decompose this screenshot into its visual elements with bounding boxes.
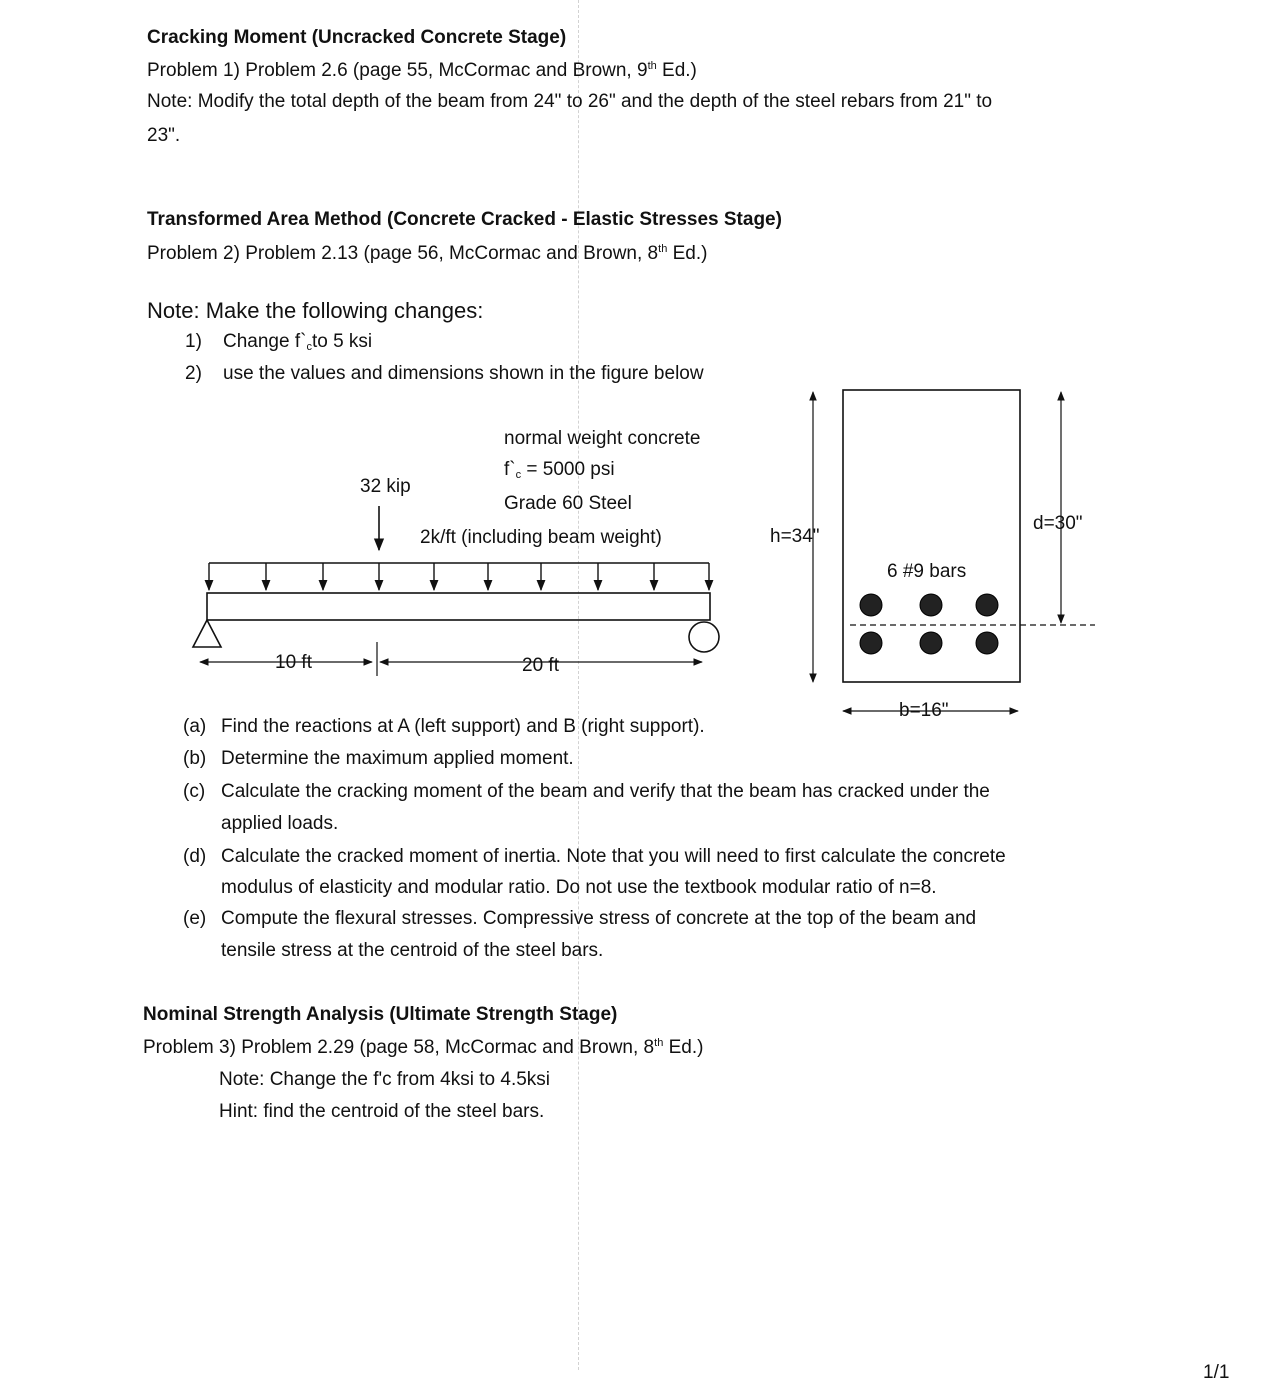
roller-support-b — [689, 622, 719, 652]
section2-problem: Problem 2) Problem 2.13 (page 56, McCormac and Brown, 8th Ed.) — [147, 243, 708, 264]
page-number: 1/1 — [1203, 1362, 1230, 1383]
pin-support-a — [193, 620, 221, 647]
section-depth-label: d=30" — [1033, 513, 1083, 534]
distributed-load-arrows — [209, 563, 709, 590]
section1-title: Cracking Moment (Uncracked Concrete Stage) — [147, 27, 567, 48]
section1-note-line1: Note: Modify the total depth of the beam from 24" to 26" and the depth of the steel rebars from 21" to — [147, 91, 993, 112]
section-height-label: h=34" — [770, 526, 820, 547]
material-fc-label: $f`_c = 5000$ psi — [504, 459, 615, 481]
question-c-line2: applied loads. — [221, 813, 339, 834]
rebar — [976, 632, 998, 654]
section3-problem: Problem 3) Problem 2.29 (page 58, McCormac and Brown, 8th Ed.) — [143, 1037, 704, 1058]
rebar-group — [860, 594, 998, 654]
rebar — [860, 594, 882, 616]
change-item-2: 2) use the values and dimensions shown in the figure below — [185, 363, 704, 384]
question-c: (c) Calculate the cracking moment of the beam and verify that the beam has cracked under the — [183, 781, 990, 802]
point-load-label: 32 kip — [360, 476, 411, 497]
section3-note: Note: Change the f'c from 4ksi to 4.5ksi — [219, 1069, 551, 1090]
question-d-line2: modulus of elasticity and modular ratio. Do not use the textbook modular ratio of n=8. — [221, 877, 937, 898]
distributed-load-label: 2k/ft (including beam weight) — [420, 527, 662, 548]
change-item-1: 1) Change $f`_cto$ 5 ksi — [185, 331, 373, 353]
question-e: (e) Compute the flexural stresses. Compressive stress of concrete at the top of the beam and — [183, 908, 977, 929]
section1-note-line2: 23". — [147, 125, 181, 146]
section3-title: Nominal Strength Analysis (Ultimate Strength Stage) — [143, 1004, 618, 1025]
section2-note-heading: Note: Make the following changes: — [147, 298, 484, 323]
dim-right-label: 20 ft — [522, 655, 559, 676]
section2-title: Transformed Area Method (Concrete Cracked - Elastic Stresses Stage) — [147, 209, 782, 230]
beam-diagram — [0, 380, 1284, 720]
rebar — [920, 594, 942, 616]
question-a: (a) Find the reactions at A (left support) and B (right support). — [183, 716, 705, 737]
rebar — [860, 632, 882, 654]
question-d: (d) Calculate the cracked moment of inertia. Note that you will need to first calculate the concrete — [183, 846, 1006, 867]
question-e-line2: tensile stress at the centroid of the steel bars. — [221, 940, 604, 961]
question-b: (b) Determine the maximum applied moment. — [183, 748, 574, 769]
rebar — [976, 594, 998, 616]
material-concrete-label: normal weight concrete — [504, 428, 701, 449]
rebar — [920, 632, 942, 654]
dim-left-label: 10 ft — [275, 652, 312, 673]
material-steel-label: Grade 60 Steel — [504, 493, 632, 514]
bars-label: 6 #9 bars — [887, 561, 967, 582]
beam — [207, 593, 710, 620]
section-width-label: b=16" — [896, 700, 952, 722]
dimension-lines — [200, 642, 702, 676]
section1-problem: Problem 1) Problem 2.6 (page 55, McCormac and Brown, 9th Ed.) — [147, 60, 697, 81]
section3-hint: Hint: find the centroid of the steel bars. — [219, 1101, 545, 1122]
